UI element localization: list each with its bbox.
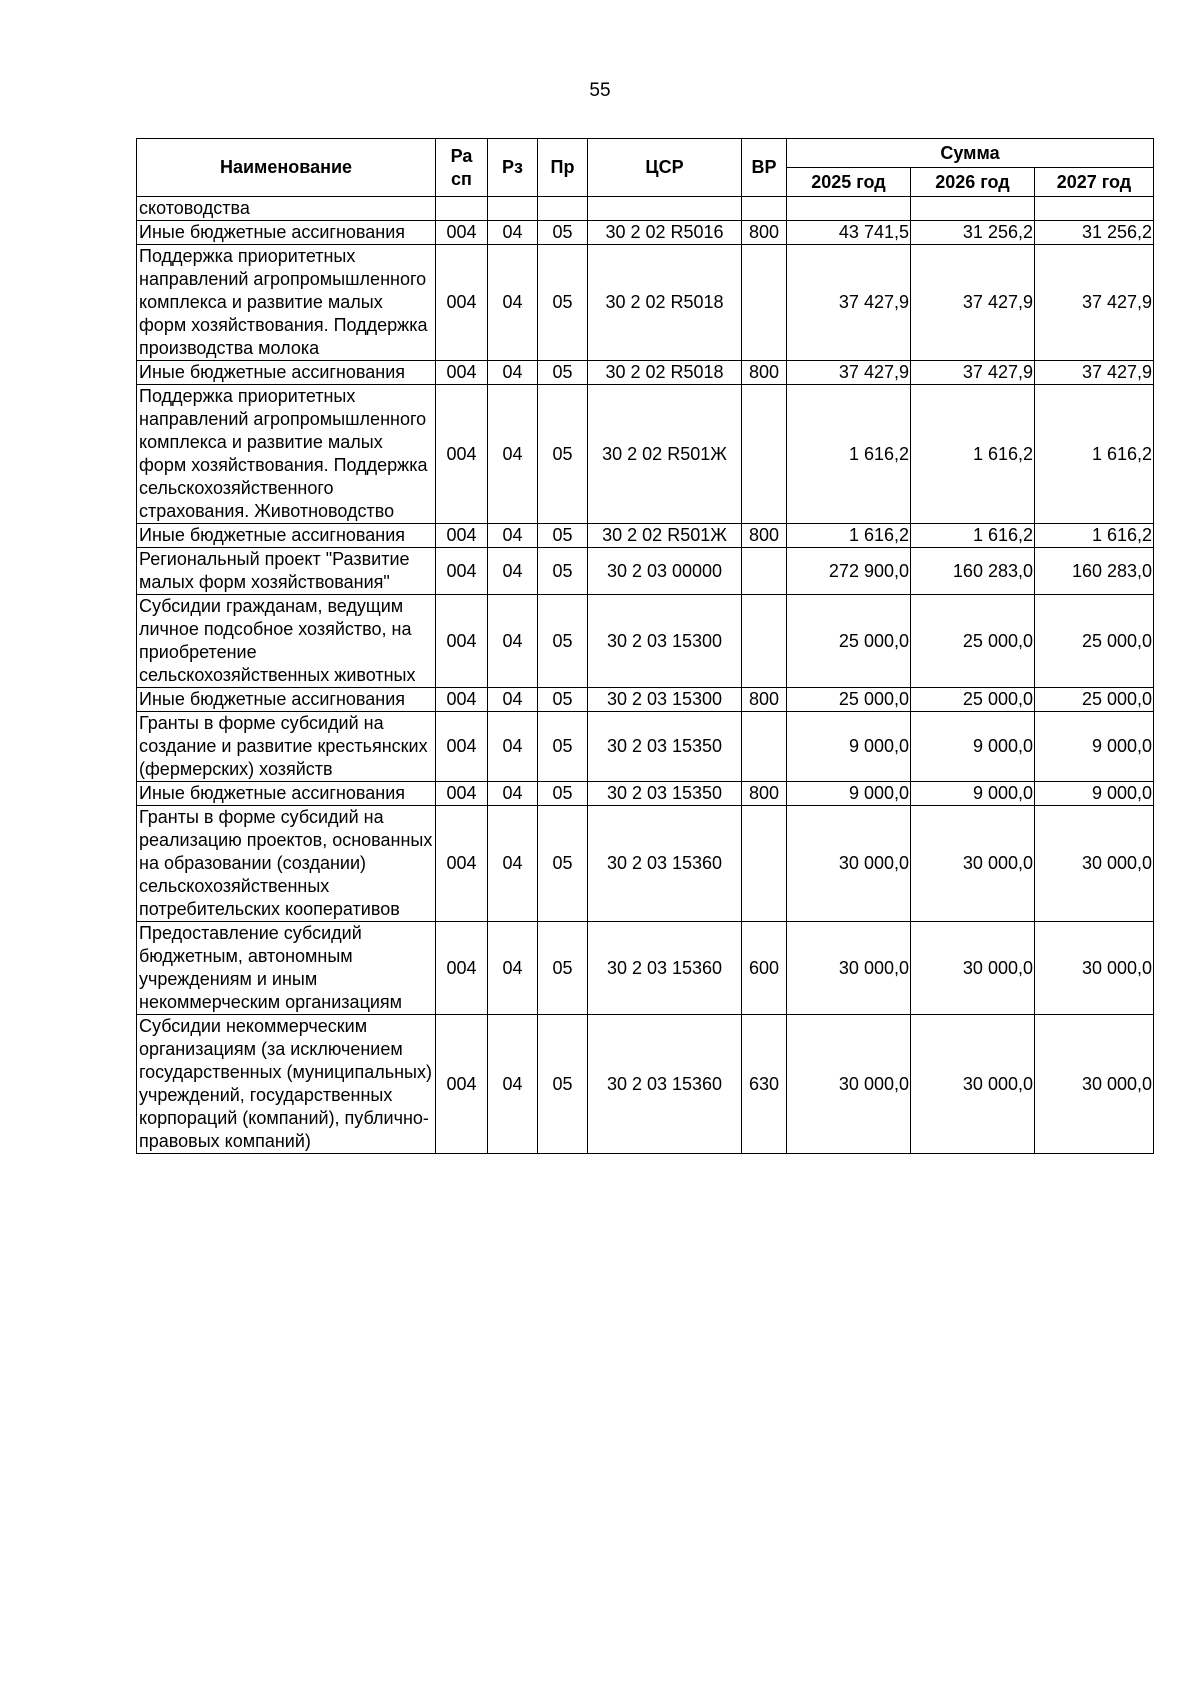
cell-name: Иные бюджетные ассигнования	[137, 782, 436, 806]
cell-sum-2026: 31 256,2	[911, 221, 1035, 245]
cell-name: Субсидии гражданам, ведущим личное подсобное хозяйство, на приобретение сельскохозяйственных животных	[137, 595, 436, 688]
table-row	[137, 1015, 1154, 1154]
page-number: 55	[589, 80, 611, 101]
cell-sum-2027: 9 000,0	[1035, 712, 1154, 782]
cell-pr: 05	[538, 782, 588, 806]
cell-rasp: 004	[436, 782, 488, 806]
cell-vr: 800	[742, 524, 787, 548]
cell-rz: 04	[488, 524, 538, 548]
cell-rasp	[436, 197, 488, 221]
table-row	[137, 595, 1154, 688]
cell-pr: 05	[538, 688, 588, 712]
cell-sum-2026: 37 427,9	[911, 245, 1035, 361]
cell-rasp: 004	[436, 1015, 488, 1154]
cell-sum-2025: 25 000,0	[787, 595, 911, 688]
header-year-2026: 2026 год	[911, 168, 1035, 197]
header-name: Наименование	[137, 139, 436, 197]
cell-vr: 800	[742, 688, 787, 712]
table-row	[137, 221, 1154, 245]
cell-name: скотоводства	[137, 197, 436, 221]
cell-name: Иные бюджетные ассигнования	[137, 221, 436, 245]
cell-vr	[742, 245, 787, 361]
cell-rasp: 004	[436, 385, 488, 524]
cell-name: Гранты в форме субсидий на создание и развитие крестьянских (фермерских) хозяйств	[137, 712, 436, 782]
header-year-2025: 2025 год	[787, 168, 911, 197]
cell-rz: 04	[488, 385, 538, 524]
cell-vr: 600	[742, 922, 787, 1015]
header-pr: Пр	[538, 139, 588, 197]
cell-sum-2027: 1 616,2	[1035, 524, 1154, 548]
table-header	[137, 139, 1154, 197]
cell-sum-2027	[1035, 197, 1154, 221]
cell-sum-2025: 1 616,2	[787, 524, 911, 548]
cell-sum-2026: 9 000,0	[911, 712, 1035, 782]
cell-pr: 05	[538, 361, 588, 385]
cell-vr	[742, 548, 787, 595]
header-vr: ВР	[742, 139, 787, 197]
cell-csr: 30 2 02 R5018	[588, 361, 742, 385]
cell-vr	[742, 806, 787, 922]
cell-csr: 30 2 03 15350	[588, 712, 742, 782]
cell-vr: 800	[742, 782, 787, 806]
cell-rasp: 004	[436, 221, 488, 245]
table-row	[137, 524, 1154, 548]
cell-rasp: 004	[436, 712, 488, 782]
cell-vr	[742, 712, 787, 782]
cell-rasp: 004	[436, 688, 488, 712]
cell-rz: 04	[488, 361, 538, 385]
cell-sum-2025: 272 900,0	[787, 548, 911, 595]
cell-rasp: 004	[436, 806, 488, 922]
cell-csr: 30 2 03 15350	[588, 782, 742, 806]
header-rasp: Ра сп	[436, 139, 488, 197]
table-row	[137, 688, 1154, 712]
cell-name: Иные бюджетные ассигнования	[137, 688, 436, 712]
cell-sum-2027: 31 256,2	[1035, 221, 1154, 245]
cell-rasp: 004	[436, 524, 488, 548]
cell-name: Поддержка приоритетных направлений агропромышленного комплекса и развитие малых форм хозяйствования. Поддержка сельскохозяйственного страхования. Животноводство	[137, 385, 436, 524]
cell-name: Предоставление субсидий бюджетным, автономным учреждениям и иным некоммерческим организациям	[137, 922, 436, 1015]
cell-sum-2027: 9 000,0	[1035, 782, 1154, 806]
table-row	[137, 782, 1154, 806]
cell-sum-2025: 30 000,0	[787, 1015, 911, 1154]
cell-sum-2027: 37 427,9	[1035, 361, 1154, 385]
cell-rz: 04	[488, 782, 538, 806]
cell-name: Региональный проект "Развитие малых форм хозяйствования"	[137, 548, 436, 595]
cell-rz: 04	[488, 548, 538, 595]
cell-sum-2026: 25 000,0	[911, 595, 1035, 688]
cell-csr: 30 2 03 15300	[588, 688, 742, 712]
cell-csr	[588, 197, 742, 221]
cell-sum-2025: 9 000,0	[787, 712, 911, 782]
cell-csr: 30 2 03 15360	[588, 1015, 742, 1154]
cell-rz: 04	[488, 922, 538, 1015]
cell-vr	[742, 197, 787, 221]
cell-vr: 800	[742, 221, 787, 245]
cell-pr: 05	[538, 595, 588, 688]
header-rz: Рз	[488, 139, 538, 197]
table-row	[137, 712, 1154, 782]
header-csr: ЦСР	[588, 139, 742, 197]
cell-name: Поддержка приоритетных направлений агропромышленного комплекса и развитие малых форм хозяйствования. Поддержка производства молока	[137, 245, 436, 361]
cell-rasp: 004	[436, 595, 488, 688]
cell-rz: 04	[488, 221, 538, 245]
cell-pr: 05	[538, 922, 588, 1015]
table-row	[137, 922, 1154, 1015]
cell-sum-2027: 30 000,0	[1035, 1015, 1154, 1154]
cell-vr: 630	[742, 1015, 787, 1154]
cell-name: Субсидии некоммерческим организациям (за исключением государственных (муниципальных) учреждений, государственных корпораций (компаний), публично-правовых компаний)	[137, 1015, 436, 1154]
cell-vr	[742, 385, 787, 524]
cell-rasp: 004	[436, 361, 488, 385]
cell-rasp: 004	[436, 548, 488, 595]
cell-pr: 05	[538, 806, 588, 922]
cell-csr: 30 2 03 15300	[588, 595, 742, 688]
cell-pr: 05	[538, 524, 588, 548]
cell-sum-2026: 160 283,0	[911, 548, 1035, 595]
cell-rz: 04	[488, 1015, 538, 1154]
cell-vr	[742, 595, 787, 688]
cell-csr: 30 2 03 15360	[588, 806, 742, 922]
cell-sum-2025: 25 000,0	[787, 688, 911, 712]
cell-sum-2025: 43 741,5	[787, 221, 911, 245]
cell-pr	[538, 197, 588, 221]
cell-rasp: 004	[436, 245, 488, 361]
cell-rz: 04	[488, 688, 538, 712]
cell-csr: 30 2 02 R5018	[588, 245, 742, 361]
cell-pr: 05	[538, 712, 588, 782]
cell-vr: 800	[742, 361, 787, 385]
cell-sum-2026: 1 616,2	[911, 385, 1035, 524]
cell-sum-2026: 9 000,0	[911, 782, 1035, 806]
table-row	[137, 806, 1154, 922]
cell-sum-2027: 37 427,9	[1035, 245, 1154, 361]
cell-pr: 05	[538, 1015, 588, 1154]
cell-rz: 04	[488, 595, 538, 688]
cell-sum-2027: 25 000,0	[1035, 595, 1154, 688]
cell-sum-2025: 30 000,0	[787, 806, 911, 922]
cell-sum-2025: 9 000,0	[787, 782, 911, 806]
cell-rz: 04	[488, 245, 538, 361]
cell-sum-2025: 37 427,9	[787, 245, 911, 361]
cell-sum-2025: 30 000,0	[787, 922, 911, 1015]
table-row	[137, 245, 1154, 361]
cell-sum-2026: 37 427,9	[911, 361, 1035, 385]
cell-name: Иные бюджетные ассигнования	[137, 361, 436, 385]
table-row	[137, 361, 1154, 385]
header-year-2027: 2027 год	[1035, 168, 1154, 197]
cell-sum-2026: 25 000,0	[911, 688, 1035, 712]
cell-sum-2026	[911, 197, 1035, 221]
cell-name: Иные бюджетные ассигнования	[137, 524, 436, 548]
cell-csr: 30 2 03 15360	[588, 922, 742, 1015]
cell-rz: 04	[488, 806, 538, 922]
cell-csr: 30 2 02 R501Ж	[588, 385, 742, 524]
cell-csr: 30 2 02 R5016	[588, 221, 742, 245]
cell-rasp: 004	[436, 922, 488, 1015]
cell-sum-2026: 30 000,0	[911, 922, 1035, 1015]
cell-sum-2026: 1 616,2	[911, 524, 1035, 548]
cell-pr: 05	[538, 245, 588, 361]
cell-sum-2025: 1 616,2	[787, 385, 911, 524]
cell-pr: 05	[538, 385, 588, 524]
cell-sum-2027: 30 000,0	[1035, 922, 1154, 1015]
cell-rz	[488, 197, 538, 221]
cell-sum-2027: 30 000,0	[1035, 806, 1154, 922]
cell-pr: 05	[538, 221, 588, 245]
table-row	[137, 385, 1154, 524]
table-row	[137, 197, 1154, 221]
cell-sum-2025	[787, 197, 911, 221]
cell-csr: 30 2 02 R501Ж	[588, 524, 742, 548]
table-row	[137, 548, 1154, 595]
cell-sum-2026: 30 000,0	[911, 806, 1035, 922]
cell-sum-2027: 25 000,0	[1035, 688, 1154, 712]
cell-rz: 04	[488, 712, 538, 782]
cell-sum-2026: 30 000,0	[911, 1015, 1035, 1154]
cell-csr: 30 2 03 00000	[588, 548, 742, 595]
budget-table	[136, 138, 1154, 1154]
header-sum: Сумма	[787, 139, 1154, 168]
cell-sum-2025: 37 427,9	[787, 361, 911, 385]
cell-sum-2027: 1 616,2	[1035, 385, 1154, 524]
cell-pr: 05	[538, 548, 588, 595]
cell-sum-2027: 160 283,0	[1035, 548, 1154, 595]
table-body	[137, 197, 1154, 1154]
cell-name: Гранты в форме субсидий на реализацию проектов, основанных на образовании (создании) сельскохозяйственных потребительских кооперативов	[137, 806, 436, 922]
